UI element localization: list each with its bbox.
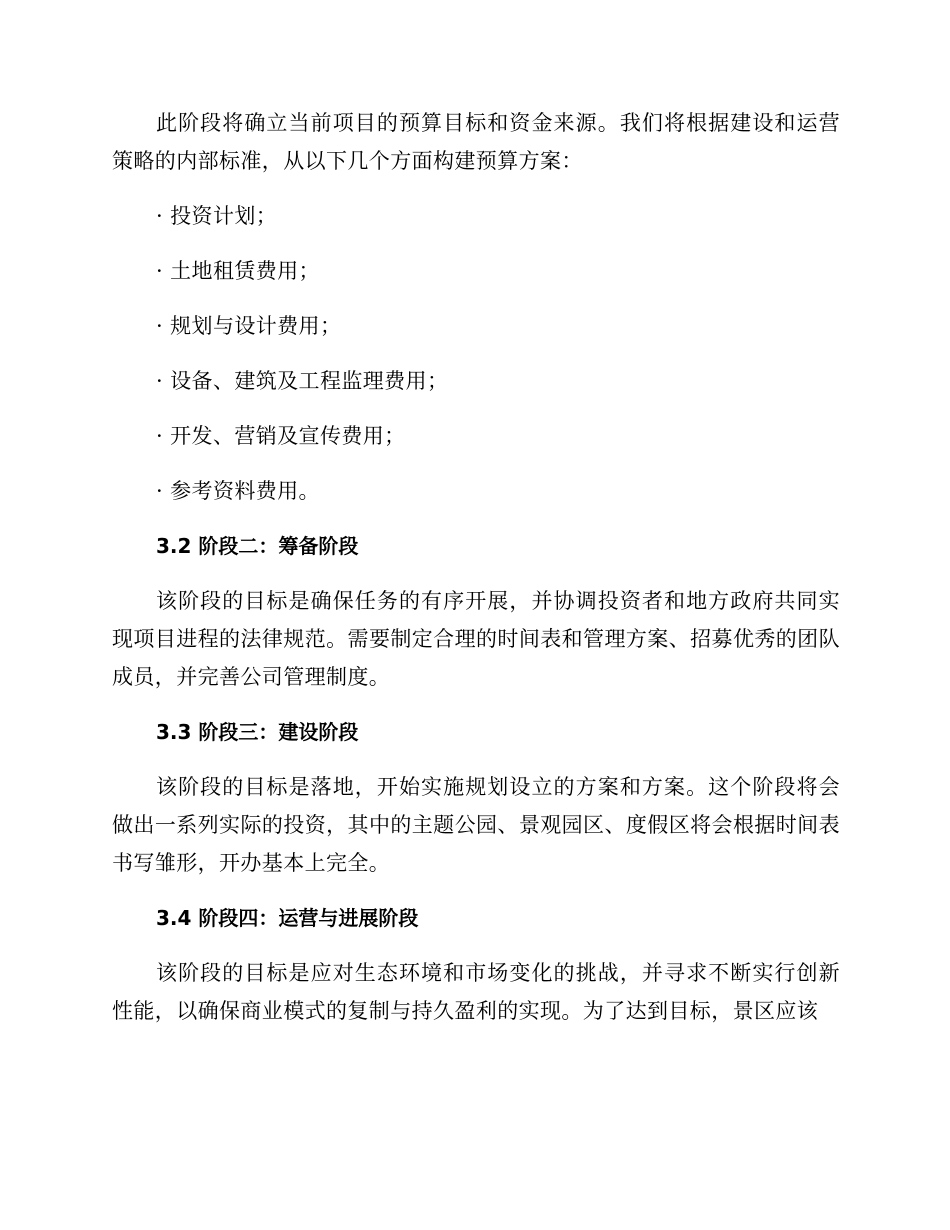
bullet-item-equipment: · 设备、建筑及工程监理费用； [156,369,449,393]
section-heading-3-2: 3.2 阶段二：筹备阶段 [156,534,359,558]
section-heading-3-3: 3.3 阶段三：建设阶段 [156,720,359,744]
intro-paragraph: 此阶段将确立当前项目的预算目标和资金来源。我们将根据建设和运营策略的内部标准，从以下几个方面构建预算方案： [112,111,840,173]
bullet-item-references: · 参考资料费用。 [156,479,320,503]
bullet-item-investment: · 投资计划； [156,204,278,228]
bullet-item-land-lease: · 土地租赁费用； [156,259,320,283]
bullet-item-planning-design: · 规划与设计费用； [156,314,342,338]
bullet-item-marketing: · 开发、营销及宣传费用； [156,424,406,448]
document-page [112,104,840,1030]
section-heading-3-4: 3.4 阶段四：运营与进展阶段 [156,906,419,930]
section-paragraph-3-2: 该阶段的目标是确保任务的有序开展，并协调投资者和地方政府共同实现项目进程的法律规范。需要制定合理的时间表和管理方案、招募优秀的团队成员，并完善公司管理制度。 [112,589,840,689]
section-paragraph-3-4: 该阶段的目标是应对生态环境和市场变化的挑战，并寻求不断实行创新性能，以确保商业模式的复制与持久盈利的实现。为了达到目标，景区应该 [112,961,840,1023]
section-paragraph-3-3: 该阶段的目标是落地，开始实施规划设立的方案和方案。这个阶段将会做出一系列实际的投资，其中的主题公园、景观园区、度假区将会根据时间表书写雏形，开办基本上完全。 [112,775,840,875]
